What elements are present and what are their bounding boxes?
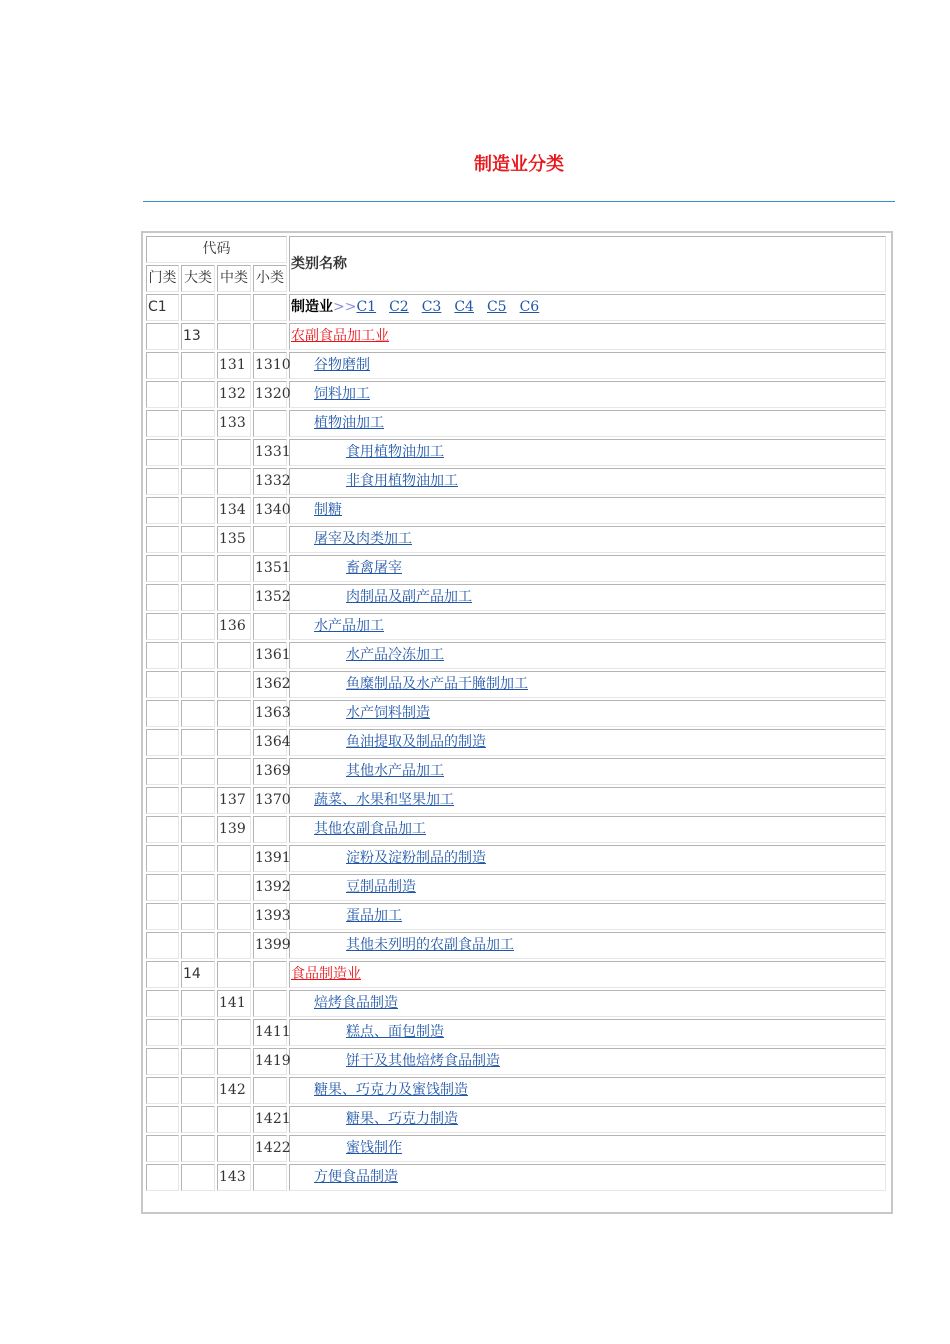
cell-da (181, 700, 215, 727)
cell-name (289, 845, 886, 872)
cell-xiao: 1369 (253, 758, 287, 785)
cell-zhong (217, 555, 251, 582)
cell-name (289, 816, 886, 843)
cell-da (181, 729, 215, 756)
section-name: 制造业 (291, 299, 333, 315)
table-row (146, 1077, 886, 1104)
cell-name (289, 874, 886, 901)
table-row (146, 555, 886, 582)
cell-zhong: 135 (217, 526, 251, 553)
cell-men (146, 410, 179, 437)
nav-link-c2[interactable]: C2 (389, 299, 409, 315)
cell-da (181, 671, 215, 698)
cell-zhong: 136 (217, 613, 251, 640)
category-link[interactable]: 饲料加工 (314, 386, 370, 402)
cell-da (181, 584, 215, 611)
cell-men (146, 874, 179, 901)
cell-men (146, 729, 179, 756)
cell-men (146, 1106, 179, 1133)
cell-name (289, 1164, 886, 1191)
category-link[interactable]: 水产品加工 (314, 618, 384, 634)
cell-men (146, 845, 179, 872)
category-link[interactable]: 食用植物油加工 (346, 444, 444, 460)
cell-da (181, 526, 215, 553)
cell-xiao: 1392 (253, 874, 287, 901)
cell-xiao: 1332 (253, 468, 287, 495)
cell-zhong: 137 (217, 787, 251, 814)
cell-da (181, 1164, 215, 1191)
table-row (146, 1135, 886, 1162)
cell-zhong: 139 (217, 816, 251, 843)
cell-men (146, 932, 179, 959)
cell-men (146, 1164, 179, 1191)
cell-da (181, 845, 215, 872)
table-row (146, 1048, 886, 1075)
cell-da (181, 381, 215, 408)
cell-men (146, 903, 179, 930)
category-link[interactable]: 饼干及其他焙烤食品制造 (346, 1053, 500, 1069)
category-link[interactable]: 制糖 (314, 502, 342, 518)
table-row (146, 642, 886, 669)
cell-xiao (253, 323, 287, 350)
cell-name (289, 381, 886, 408)
cell-men (146, 1048, 179, 1075)
cell-men (146, 816, 179, 843)
cell-name (289, 439, 886, 466)
cell-da (181, 903, 215, 930)
cell-men (146, 381, 179, 408)
nav-link-c3[interactable]: C3 (421, 299, 442, 315)
cell-zhong: 131 (217, 352, 251, 379)
cell-da (181, 758, 215, 785)
cell-zhong: 142 (217, 1077, 251, 1104)
cell-name (289, 642, 886, 669)
cell-name (289, 903, 886, 930)
cell-men (146, 613, 179, 640)
cell-da (181, 932, 215, 959)
cell-xiao: 1351 (253, 555, 287, 582)
cell-zhong (217, 1048, 251, 1075)
cell-name (289, 410, 886, 437)
table-row (146, 671, 886, 698)
table-row (146, 497, 886, 524)
cell-zhong: 132 (217, 381, 251, 408)
cell-xiao: 1419 (253, 1048, 287, 1075)
cell-zhong (217, 1106, 251, 1133)
cell-zhong (217, 323, 251, 350)
cell-zhong (217, 961, 251, 988)
table-row (146, 526, 886, 553)
nav-link-c6[interactable]: C6 (519, 299, 540, 315)
cell-name (289, 961, 886, 988)
cell-xiao (253, 1077, 287, 1104)
header-row (146, 236, 886, 263)
cell-xiao: 1320 (253, 381, 287, 408)
category-link[interactable]: 肉制品及副产品加工 (346, 589, 472, 605)
cell-xiao (253, 294, 287, 321)
cell-men (146, 671, 179, 698)
cell-xiao: 1399 (253, 932, 287, 959)
cell-name (289, 1019, 886, 1046)
category-link[interactable]: 淀粉及淀粉制品的制造 (346, 850, 486, 866)
nav-link-c1[interactable]: C1 (356, 299, 377, 315)
cell-men (146, 497, 179, 524)
cell-name (289, 990, 886, 1017)
table-row (146, 932, 886, 959)
cell-name (289, 1048, 886, 1075)
table-row (146, 729, 886, 756)
section-nav (356, 299, 552, 315)
category-link[interactable]: 鱼糜制品及水产品干腌制加工 (346, 676, 528, 692)
cell-da (181, 874, 215, 901)
cell-zhong (217, 700, 251, 727)
cell-men (146, 323, 179, 350)
cell-xiao: 1361 (253, 642, 287, 669)
header-zhong: 中类 (217, 265, 251, 292)
classification-table-frame (141, 231, 893, 1214)
cell-zhong: 133 (217, 410, 251, 437)
cell-da: 14 (181, 961, 215, 988)
cell-da (181, 555, 215, 582)
cell-zhong (217, 903, 251, 930)
cell-name (289, 729, 886, 756)
table-row (146, 468, 886, 495)
header-xiao: 小类 (253, 265, 287, 292)
cell-zhong: 141 (217, 990, 251, 1017)
cell-men (146, 526, 179, 553)
cell-name (289, 1106, 886, 1133)
cell-men (146, 555, 179, 582)
cell-xiao: 1421 (253, 1106, 287, 1133)
category-link[interactable]: 水产饲料制造 (346, 705, 430, 721)
cell-name (289, 932, 886, 959)
category-link[interactable]: 其他未列明的农副食品加工 (346, 937, 514, 953)
cell-xiao (253, 1164, 287, 1191)
table-row (146, 961, 886, 988)
cell-xiao: 1362 (253, 671, 287, 698)
category-link[interactable]: 糖果、巧克力制造 (346, 1111, 458, 1127)
header-code: 代码 (146, 236, 287, 263)
cell-men (146, 1019, 179, 1046)
cell-xiao: 1364 (253, 729, 287, 756)
category-link[interactable]: 豆制品制造 (346, 879, 416, 895)
section-row (146, 294, 886, 321)
cell-da (181, 497, 215, 524)
cell-zhong (217, 468, 251, 495)
cell-men (146, 439, 179, 466)
cell-da (181, 613, 215, 640)
cell-men (146, 758, 179, 785)
table-row (146, 613, 886, 640)
section-arrow: >> (333, 299, 357, 315)
cell-zhong (217, 874, 251, 901)
cell-da (181, 990, 215, 1017)
category-link[interactable]: 其他水产品加工 (346, 763, 444, 779)
cell-name (289, 555, 886, 582)
cell-da (181, 1106, 215, 1133)
cell-men (146, 990, 179, 1017)
table-row (146, 1106, 886, 1133)
cell-da (181, 410, 215, 437)
cell-zhong (217, 642, 251, 669)
cell-xiao (253, 961, 287, 988)
cell-xiao: 1331 (253, 439, 287, 466)
cell-name (289, 700, 886, 727)
cell-name (289, 323, 886, 350)
section-code: C1 (146, 294, 179, 321)
cell-da (181, 1135, 215, 1162)
cell-xiao (253, 526, 287, 553)
cell-name (289, 758, 886, 785)
page-title: 制造业分类 (474, 154, 564, 175)
cell-name (289, 352, 886, 379)
table-row (146, 874, 886, 901)
table-row (146, 439, 886, 466)
cell-zhong (217, 932, 251, 959)
category-link[interactable]: 蛋品加工 (346, 908, 402, 924)
cell-xiao: 1370 (253, 787, 287, 814)
cell-zhong (217, 294, 251, 321)
category-link[interactable]: 食品制造业 (291, 966, 361, 982)
table-row (146, 352, 886, 379)
category-link[interactable]: 糖果、巧克力及蜜饯制造 (314, 1082, 468, 1098)
table-row (146, 381, 886, 408)
cell-da (181, 1019, 215, 1046)
nav-link-c4[interactable]: C4 (454, 299, 474, 315)
cell-da: 13 (181, 323, 215, 350)
category-link[interactable]: 水产品冷冻加工 (346, 647, 444, 663)
cell-zhong: 134 (217, 497, 251, 524)
cell-xiao: 1393 (253, 903, 287, 930)
cell-xiao (253, 613, 287, 640)
table-row (146, 410, 886, 437)
cell-xiao: 1422 (253, 1135, 287, 1162)
cell-xiao: 1391 (253, 845, 287, 872)
cell-da (181, 468, 215, 495)
cell-xiao: 1363 (253, 700, 287, 727)
table-row (146, 700, 886, 727)
cell-zhong (217, 758, 251, 785)
cell-da (181, 787, 215, 814)
cell-da (181, 439, 215, 466)
section-name-cell (289, 294, 886, 321)
cell-da (181, 816, 215, 843)
table-row (146, 1019, 886, 1046)
table-row (146, 787, 886, 814)
table-row (146, 845, 886, 872)
category-link[interactable]: 畜禽屠宰 (346, 560, 402, 576)
category-link[interactable]: 鱼油提取及制品的制造 (346, 734, 486, 750)
category-link[interactable]: 其他农副食品加工 (314, 821, 426, 837)
cell-name (289, 526, 886, 553)
title-divider (143, 201, 895, 202)
cell-da (181, 352, 215, 379)
cell-name (289, 671, 886, 698)
cell-zhong (217, 1019, 251, 1046)
cell-zhong (217, 729, 251, 756)
category-link[interactable]: 植物油加工 (314, 415, 384, 431)
category-link[interactable]: 非食用植物油加工 (346, 473, 458, 489)
classification-table (144, 234, 888, 1193)
cell-men (146, 468, 179, 495)
cell-men (146, 961, 179, 988)
category-link[interactable]: 蔬菜、水果和坚果加工 (314, 792, 454, 808)
cell-xiao (253, 990, 287, 1017)
cell-zhong (217, 671, 251, 698)
cell-name (289, 1135, 886, 1162)
table-row (146, 758, 886, 785)
cell-zhong (217, 439, 251, 466)
cell-xiao: 1411 (253, 1019, 287, 1046)
cell-name (289, 497, 886, 524)
category-link[interactable]: 糕点、面包制造 (346, 1024, 444, 1040)
cell-da (181, 642, 215, 669)
nav-link-c5[interactable]: C5 (486, 299, 507, 315)
header-da: 大类 (181, 265, 215, 292)
cell-xiao: 1340 (253, 497, 287, 524)
cell-men (146, 584, 179, 611)
header-men: 门类 (146, 265, 179, 292)
cell-xiao: 1352 (253, 584, 287, 611)
table-row (146, 323, 886, 350)
cell-men (146, 352, 179, 379)
cell-men (146, 787, 179, 814)
category-link[interactable]: 方便食品制造 (314, 1169, 398, 1185)
cell-men (146, 1077, 179, 1104)
cell-name (289, 787, 886, 814)
cell-da (181, 1077, 215, 1104)
cell-zhong (217, 1135, 251, 1162)
cell-men (146, 700, 179, 727)
category-link[interactable]: 谷物磨制 (314, 357, 370, 373)
category-link[interactable]: 农副食品加工业 (291, 328, 389, 344)
table-row (146, 1164, 886, 1191)
category-link[interactable]: 屠宰及肉类加工 (314, 531, 412, 547)
table-row (146, 903, 886, 930)
table-row (146, 990, 886, 1017)
cell-da (181, 1048, 215, 1075)
table-row (146, 816, 886, 843)
cell-xiao (253, 816, 287, 843)
cell-name (289, 613, 886, 640)
cell-men (146, 642, 179, 669)
header-category-name: 类别名称 (289, 236, 886, 292)
cell-name (289, 468, 886, 495)
cell-name (289, 584, 886, 611)
cell-xiao (253, 410, 287, 437)
cell-name (289, 1077, 886, 1104)
cell-men (146, 1135, 179, 1162)
cell-xiao: 1310 (253, 352, 287, 379)
cell-zhong (217, 584, 251, 611)
cell-zhong (217, 845, 251, 872)
cell-da (181, 294, 215, 321)
table-row (146, 584, 886, 611)
category-link[interactable]: 蜜饯制作 (346, 1140, 402, 1156)
category-link[interactable]: 焙烤食品制造 (314, 995, 398, 1011)
cell-zhong: 143 (217, 1164, 251, 1191)
